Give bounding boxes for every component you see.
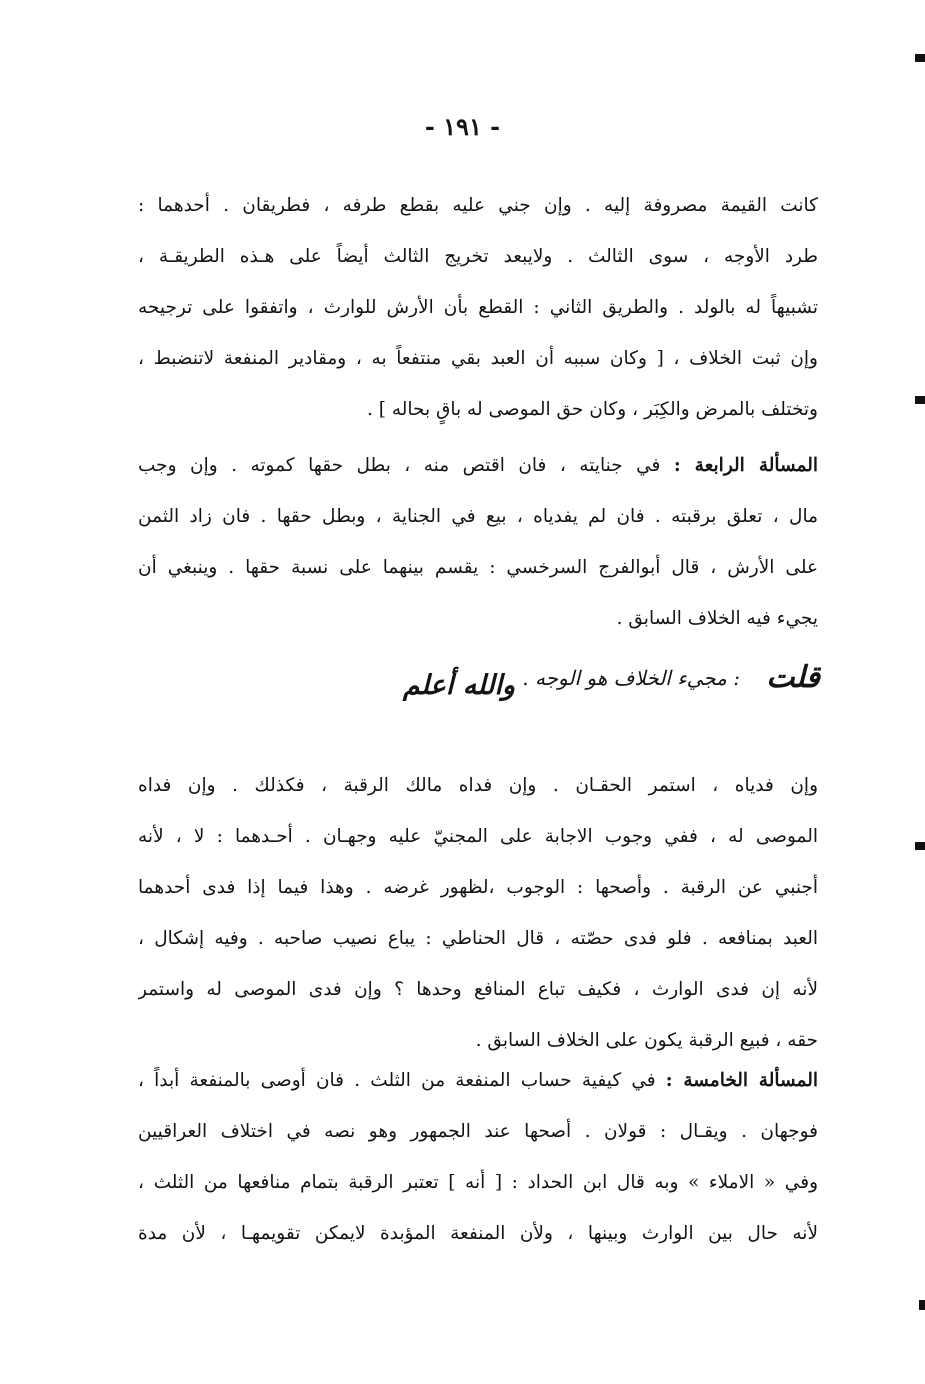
- margin-mark: [915, 54, 925, 62]
- paragraph-1: [138, 180, 818, 435]
- text-line: [138, 440, 818, 491]
- text-line-content: في كيفية حساب المنفعة من الثلث . فان أوصى بالمنفعة أبداً ،: [138, 1070, 656, 1091]
- text-line: [138, 1055, 818, 1106]
- page-number: - ١٩١ -: [424, 112, 501, 141]
- text-line: فوجهان . ويقـال : قولان . أصحها عند الجمهور وهو نصه في اختلاف العراقيين: [138, 1121, 818, 1142]
- text-line: مال ، تعلق برقبته . فان لم يفدياه ، بيع في الجناية ، وبطل حقها . فان زاد الثمن: [138, 506, 818, 527]
- text-line: وإن فدياه ، استمر الحقـان . وإن فداه مالك الرقبة ، فكذلك . وإن فداه: [138, 775, 818, 796]
- text-line-content: في جنايته ، فان اقتص منه ، بطل حقها كموته . وإن وجب: [138, 455, 661, 476]
- text-line: طرد الأوجه ، سوى الثالث . ولايبعد تخريج الثالث أيضاً على هـذه الطريقـة ،: [138, 246, 818, 267]
- text-line: أجنبي عن الرقبة . وأصحها : الوجوب ،لظهور غرضه . وهذا فيما إذا فدى أحدهما: [138, 877, 818, 898]
- text-line: وفي « الاملاء » وبه قال ابن الحداد : [ أنه ] تعتبر الرقبة بتمام منافعها من الثلث ،: [138, 1172, 818, 1193]
- paragraph-4: [138, 1055, 818, 1259]
- margin-mark: [915, 842, 925, 850]
- text-line: يجيء فيه الخلاف السابق .: [616, 608, 818, 629]
- text-line: العبد بمنافعه . فلو فدى حصّته ، قال الحناطي : يباع نصيب صاحبه . وفيه إشكال ،: [138, 928, 818, 949]
- text-line: لأنه حال بين الوارث وبينها ، ولأن المنفعة المؤبدة لايمكن تقويمهـا ، لأن مدة: [138, 1223, 818, 1244]
- margin-mark: [919, 1300, 925, 1310]
- text-line: الموصى له ، ففي وجوب الاجابة على المجنيّ عليه وجهـان . أحـدهما : لا ، لأنه: [138, 826, 818, 847]
- section-heading: المسألة الخامسة :: [665, 1070, 818, 1091]
- text-line: وتختلف بالمرض والكِبَر ، وكان حق الموصى له باقٍ بحاله ] .: [366, 399, 818, 420]
- handwritten-note: [380, 650, 820, 730]
- note-lead: قلت: [766, 660, 820, 695]
- note-text: : مجيء الخلاف هو الوجه .: [522, 666, 740, 690]
- text-line: كانت القيمة مصروفة إليه . وإن جني عليه بقطع طرفه ، فطريقان . أحدهما :: [138, 195, 818, 216]
- text-line: تشبيهاً له بالولد . والطريق الثاني : القطع بأن الأرش للوارث ، واتفقوا على ترجيحه: [138, 297, 818, 318]
- text-line: على الأرش ، قال أبوالفرج السرخسي : يقسم بينهما على نسبة حقها . وينبغي أن: [138, 557, 818, 578]
- paragraph-2: [138, 440, 818, 644]
- section-heading: المسألة الرابعة :: [673, 455, 818, 476]
- text-line: وإن ثبت الخلاف ، [ وكان سببه أن العبد بقي منتفعاً به ، ومقادير المنفعة لاتنضبط ،: [138, 348, 818, 369]
- note-closing: والله أعلم: [402, 670, 515, 701]
- paragraph-3: [138, 760, 818, 1066]
- margin-mark: [915, 396, 925, 404]
- text-line: لأنه إن فدى الوارث ، فكيف تباع المنافع وحدها ؟ وإن فدى الموصى له واستمر: [138, 979, 818, 1000]
- text-line: حقه ، فبيع الرقبة يكون على الخلاف السابق .: [475, 1030, 818, 1051]
